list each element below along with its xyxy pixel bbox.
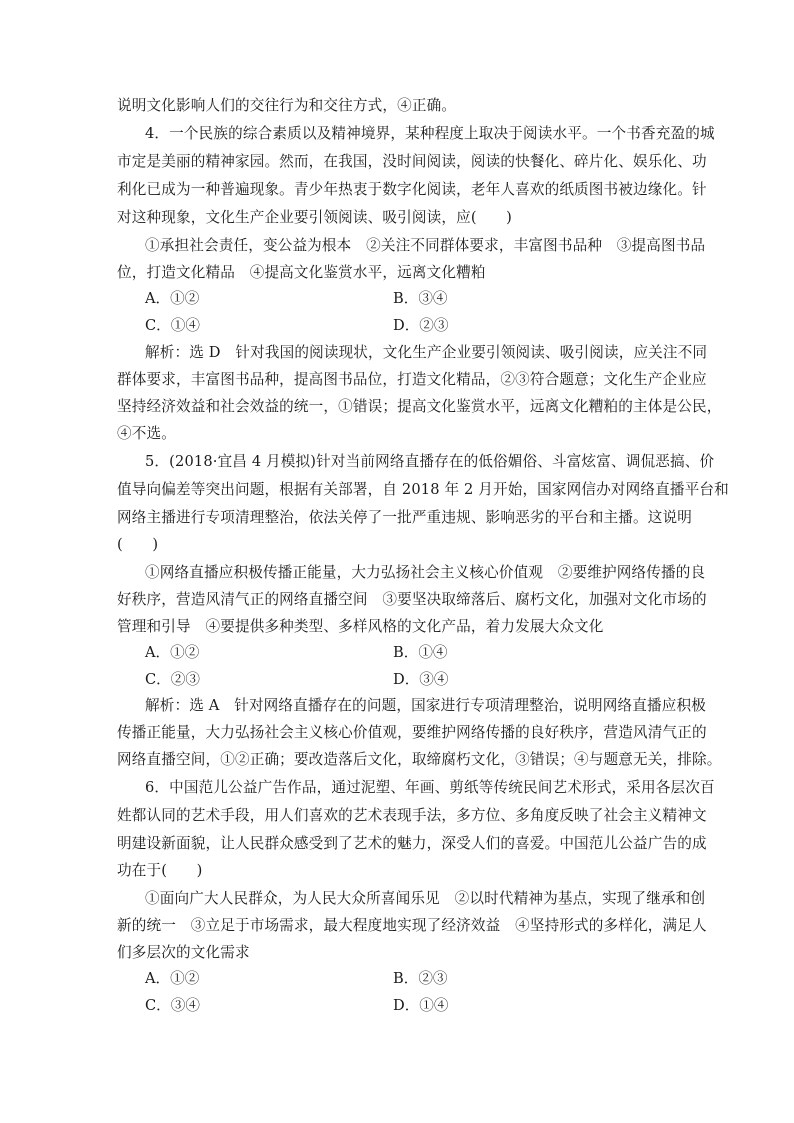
q6-stem-line: 明建设新面貌，让人民群众感受到了艺术的魅力，深受人们的喜爱。中国范儿公益广告的成 [117, 835, 707, 852]
q4-analysis-line: 解析：选 D 针对我国的阅读现状，文化生产企业要引领阅读、吸引阅读，应关注不同 [145, 344, 708, 361]
q4-option-b: B．③④ [393, 290, 448, 307]
q4-analysis-line: 坚持经济效益和社会效益的统一，①错误；提高文化鉴赏水平，远离文化糟粕的主体是公民， [117, 398, 722, 415]
intro-text: 说明文化影响人们的交往行为和交往方式，④正确。 [117, 97, 457, 114]
q6-stem-line: 功在于( ) [117, 862, 203, 879]
q5-option-c: C．②③ [145, 671, 200, 688]
q5-analysis-line: 网络直播空间，①②正确；要改造落后文化，取缔腐朽文化，③错误；④与题意无关，排除。 [117, 751, 722, 768]
q6-option-c: C．③④ [145, 997, 200, 1014]
q4-stem-line: 对这种现象，文化生产企业要引领阅读、吸引阅读，应( ) [117, 209, 513, 226]
q4-stem-line: 4．一个民族的综合素质以及精神境界，某种程度上取决于阅读水平。一个书香充盈的城 [145, 125, 715, 142]
q5-stem-line: ( ) [117, 536, 159, 553]
q4-option-a: A．①② [145, 290, 200, 307]
q6-option-a: A．①② [145, 970, 200, 987]
q4-item-line: 位，打造文化精品 ④提高文化鉴赏水平，远离文化糟粕 [117, 264, 486, 281]
q4-analysis-line: 群体要求，丰富图书品种，提高图书品位，打造文化精品，②③符合题意；文化生产企业应 [117, 371, 707, 388]
q4-analysis-line: ④不选。 [117, 425, 176, 442]
q5-item-line: 好秩序，营造风清气正的网络直播空间 ③要坚决取缔落后、腐朽文化，加强对文化市场的 [117, 591, 707, 608]
q5-analysis-line: 传播正能量，大力弘扬社会主义核心价值观，要维护网络传播的良好秩序，营造风清气正的 [117, 724, 707, 741]
q5-item-line: 管理和引导 ④要提供多种类型、多样风格的文化产品，着力发展大众文化 [117, 618, 604, 635]
q5-option-b: B．①④ [393, 644, 448, 661]
q5-analysis-line: 解析：选 A 针对网络直播存在的问题，国家进行专项清理整治，说明网络直播应积极 [145, 697, 706, 714]
q4-option-d: D．②③ [393, 317, 449, 334]
q6-stem-line: 姓都认同的艺术手段，用人们喜欢的艺术表现手法，多方位、多角度反映了社会主义精神文 [117, 807, 707, 824]
q6-option-d: D．①④ [393, 997, 449, 1014]
q5-stem-line: 值导向偏差等突出问题，根据有关部署，自 2018 年 2 月开始，国家网信办对网络直播平台和 [117, 481, 729, 498]
q5-stem-line: 5．(2018·宜昌 4 月模拟)针对当前网络直播存在的低俗媚俗、斗富炫富、调侃恶搞、价 [145, 453, 715, 470]
q5-item-line: ①网络直播应积极传播正能量，大力弘扬社会主义核心价值观 ②要维护网络传播的良 [145, 564, 706, 581]
q6-stem-line: 6．中国范儿公益广告作品，通过泥塑、年画、剪纸等传统民间艺术形式，采用各层次百 [145, 779, 715, 796]
q6-item-line: 们多层次的文化需求 [117, 944, 250, 961]
q6-item-line: ①面向广大人民群众，为人民大众所喜闻乐见 ②以时代精神为基点，实现了继承和创 [145, 890, 706, 907]
q4-option-c: C．①④ [145, 317, 200, 334]
q4-stem-line: 市定是美丽的精神家园。然而，在我国，没时间阅读，阅读的快餐化、碎片化、娱乐化、功 [117, 153, 707, 170]
q4-stem-line: 利化已成为一种普遍现象。青少年热衷于数字化阅读，老年人喜欢的纸质图书被边缘化。针 [117, 181, 707, 198]
q4-item-line: ①承担社会责任，变公益为根本 ②关注不同群体要求，丰富图书品种 ③提高图书品 [145, 237, 706, 254]
q5-option-d: D．③④ [393, 671, 449, 688]
q5-option-a: A．①② [145, 644, 200, 661]
q6-item-line: 新的统一 ③立足于市场需求，最大程度地实现了经济效益 ④坚持形式的多样化，满足人 [117, 917, 707, 934]
q5-stem-line: 网络主播进行专项清理整治，依法关停了一批严重违规、影响恶劣的平台和主播。这说明 [117, 509, 693, 526]
q6-option-b: B．②③ [393, 970, 448, 987]
